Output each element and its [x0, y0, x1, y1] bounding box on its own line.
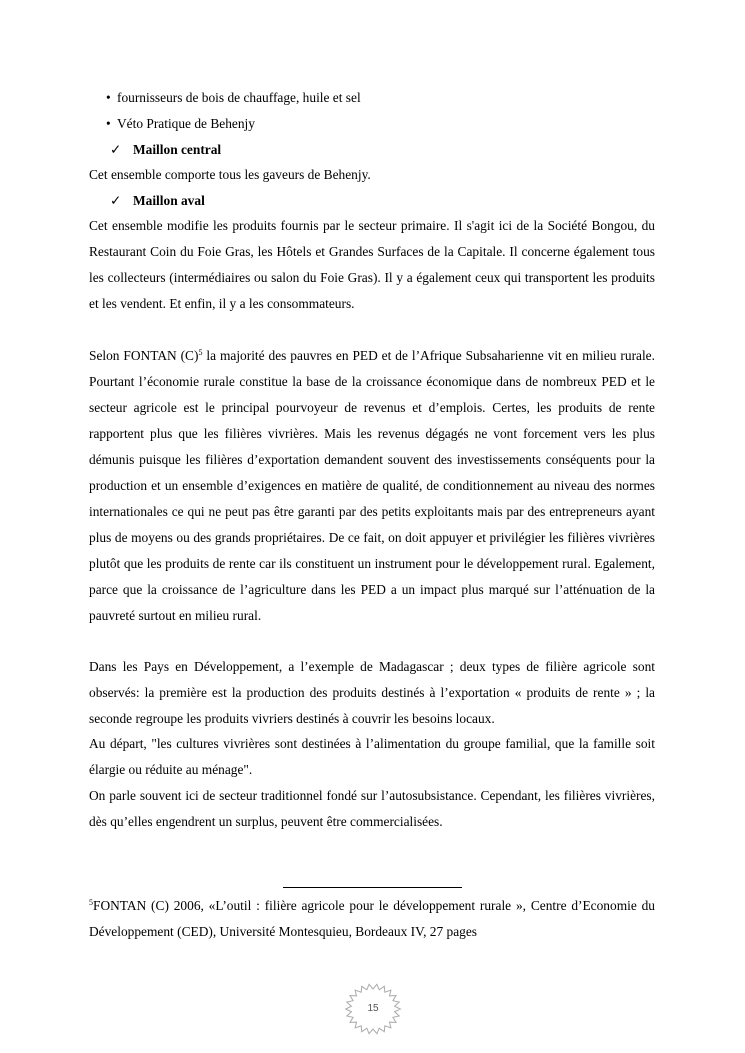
list-item-text: fournisseurs de bois de chauffage, huile et sel: [117, 90, 361, 105]
section-heading-central: [110, 137, 693, 163]
section-heading-text: Maillon central: [133, 142, 222, 157]
section-heading-text: Maillon aval: [133, 193, 205, 208]
footnote: [89, 893, 655, 945]
central-paragraph: Cet ensemble comporte tous les gaveurs de Behenjy.: [89, 167, 371, 182]
footnote-text: FONTAN (C) 2006, «L’outil : filière agricole pour le développement rurale », Centre d’Economie du Développement (CED), Université Montesquieu, Bordeaux IV, 27 pages: [89, 898, 655, 939]
checkmark-icon: ✓: [110, 193, 122, 208]
paragraph-text-rest: la majorité des pauvres en PED et de l’Afrique Subsaharienne vit en milieu rurale. Pourtant l’économie rurale constitue la base de la croissance économique dans de nombreux PED et le secteur agricole est le principal pourvoyeur de revenus et d’emplois. Certes, les produits de rente rapportent plus que les filières vivrières. Mais les revenus dégagés ne vont forcement vers les plus démunis puisque les filières d’exportation demandent souvent des investissements conséquents pour la production et un ensemble d’exigences en matière de qualité, de conditionnement au niveau des normes internationales ce qui ne peut pas être garanti par des petits exploitants mais par des entrepreneurs ayant plus de moyens ou des grands propriétaires. De ce fait, on doit appuyer et privilégier les filières vivrières plutôt que les produits de rente car ils constituent un instrument pour le développement rural. Egalement, parce que la croissance de l’agriculture dans les PED a un impact plus marqué sur l’atténuation de la pauvreté surtout en milieu rural.: [89, 348, 655, 623]
aval-paragraph: Cet ensemble modifie les produits fournis par le secteur primaire. Il s'agit ici de la Société Bongou, du Restaurant Coin du Foie Gras, les Hôtels et Grandes Surfaces de la Capitale. Il concerne également tous les collecteurs (intermédiaires ou salon du Foie Gras). Il y a également ceux qui transportent les produits et les vendent. Et enfin, il y a les consommateurs.: [89, 218, 655, 311]
checkmark-icon: ✓: [110, 142, 122, 157]
list-item: [106, 111, 677, 137]
page-number: 15: [367, 1003, 379, 1014]
paragraph-text-start: Selon FONTAN (C): [89, 348, 199, 363]
cultures-paragraph: Au départ, "les cultures vivrières sont destinées à l’alimentation du groupe familial, que la famille soit élargie ou réduite au ménage".: [89, 736, 655, 777]
secteur-paragraph: On parle souvent ici de secteur traditionnel fondé sur l’autosubsistance. Cependant, les filières vivrières, dès qu’elles engendrent un surplus, peuvent être commercialisées.: [89, 788, 655, 829]
footnote-reference: 5: [198, 348, 203, 357]
list-item-text: Véto Pratique de Behenjy: [117, 116, 255, 131]
fontan-paragraph: [89, 343, 655, 629]
list-item: [106, 85, 677, 111]
page-number-badge: [343, 983, 403, 1035]
footnote-separator: [283, 887, 462, 888]
bullet-marker: •: [106, 90, 111, 105]
section-heading-aval: [110, 188, 693, 214]
bullet-marker: •: [106, 116, 111, 131]
footnote-number: 5: [89, 898, 93, 907]
madagascar-paragraph: Dans les Pays en Développement, a l’exemple de Madagascar ; deux types de filière agricole sont observés: la première est la production des produits destinés à l’exportation « produits de rente » ; la seconde regroupe les produits vivriers destinés à couvrir les besoins locaux.: [89, 659, 655, 726]
